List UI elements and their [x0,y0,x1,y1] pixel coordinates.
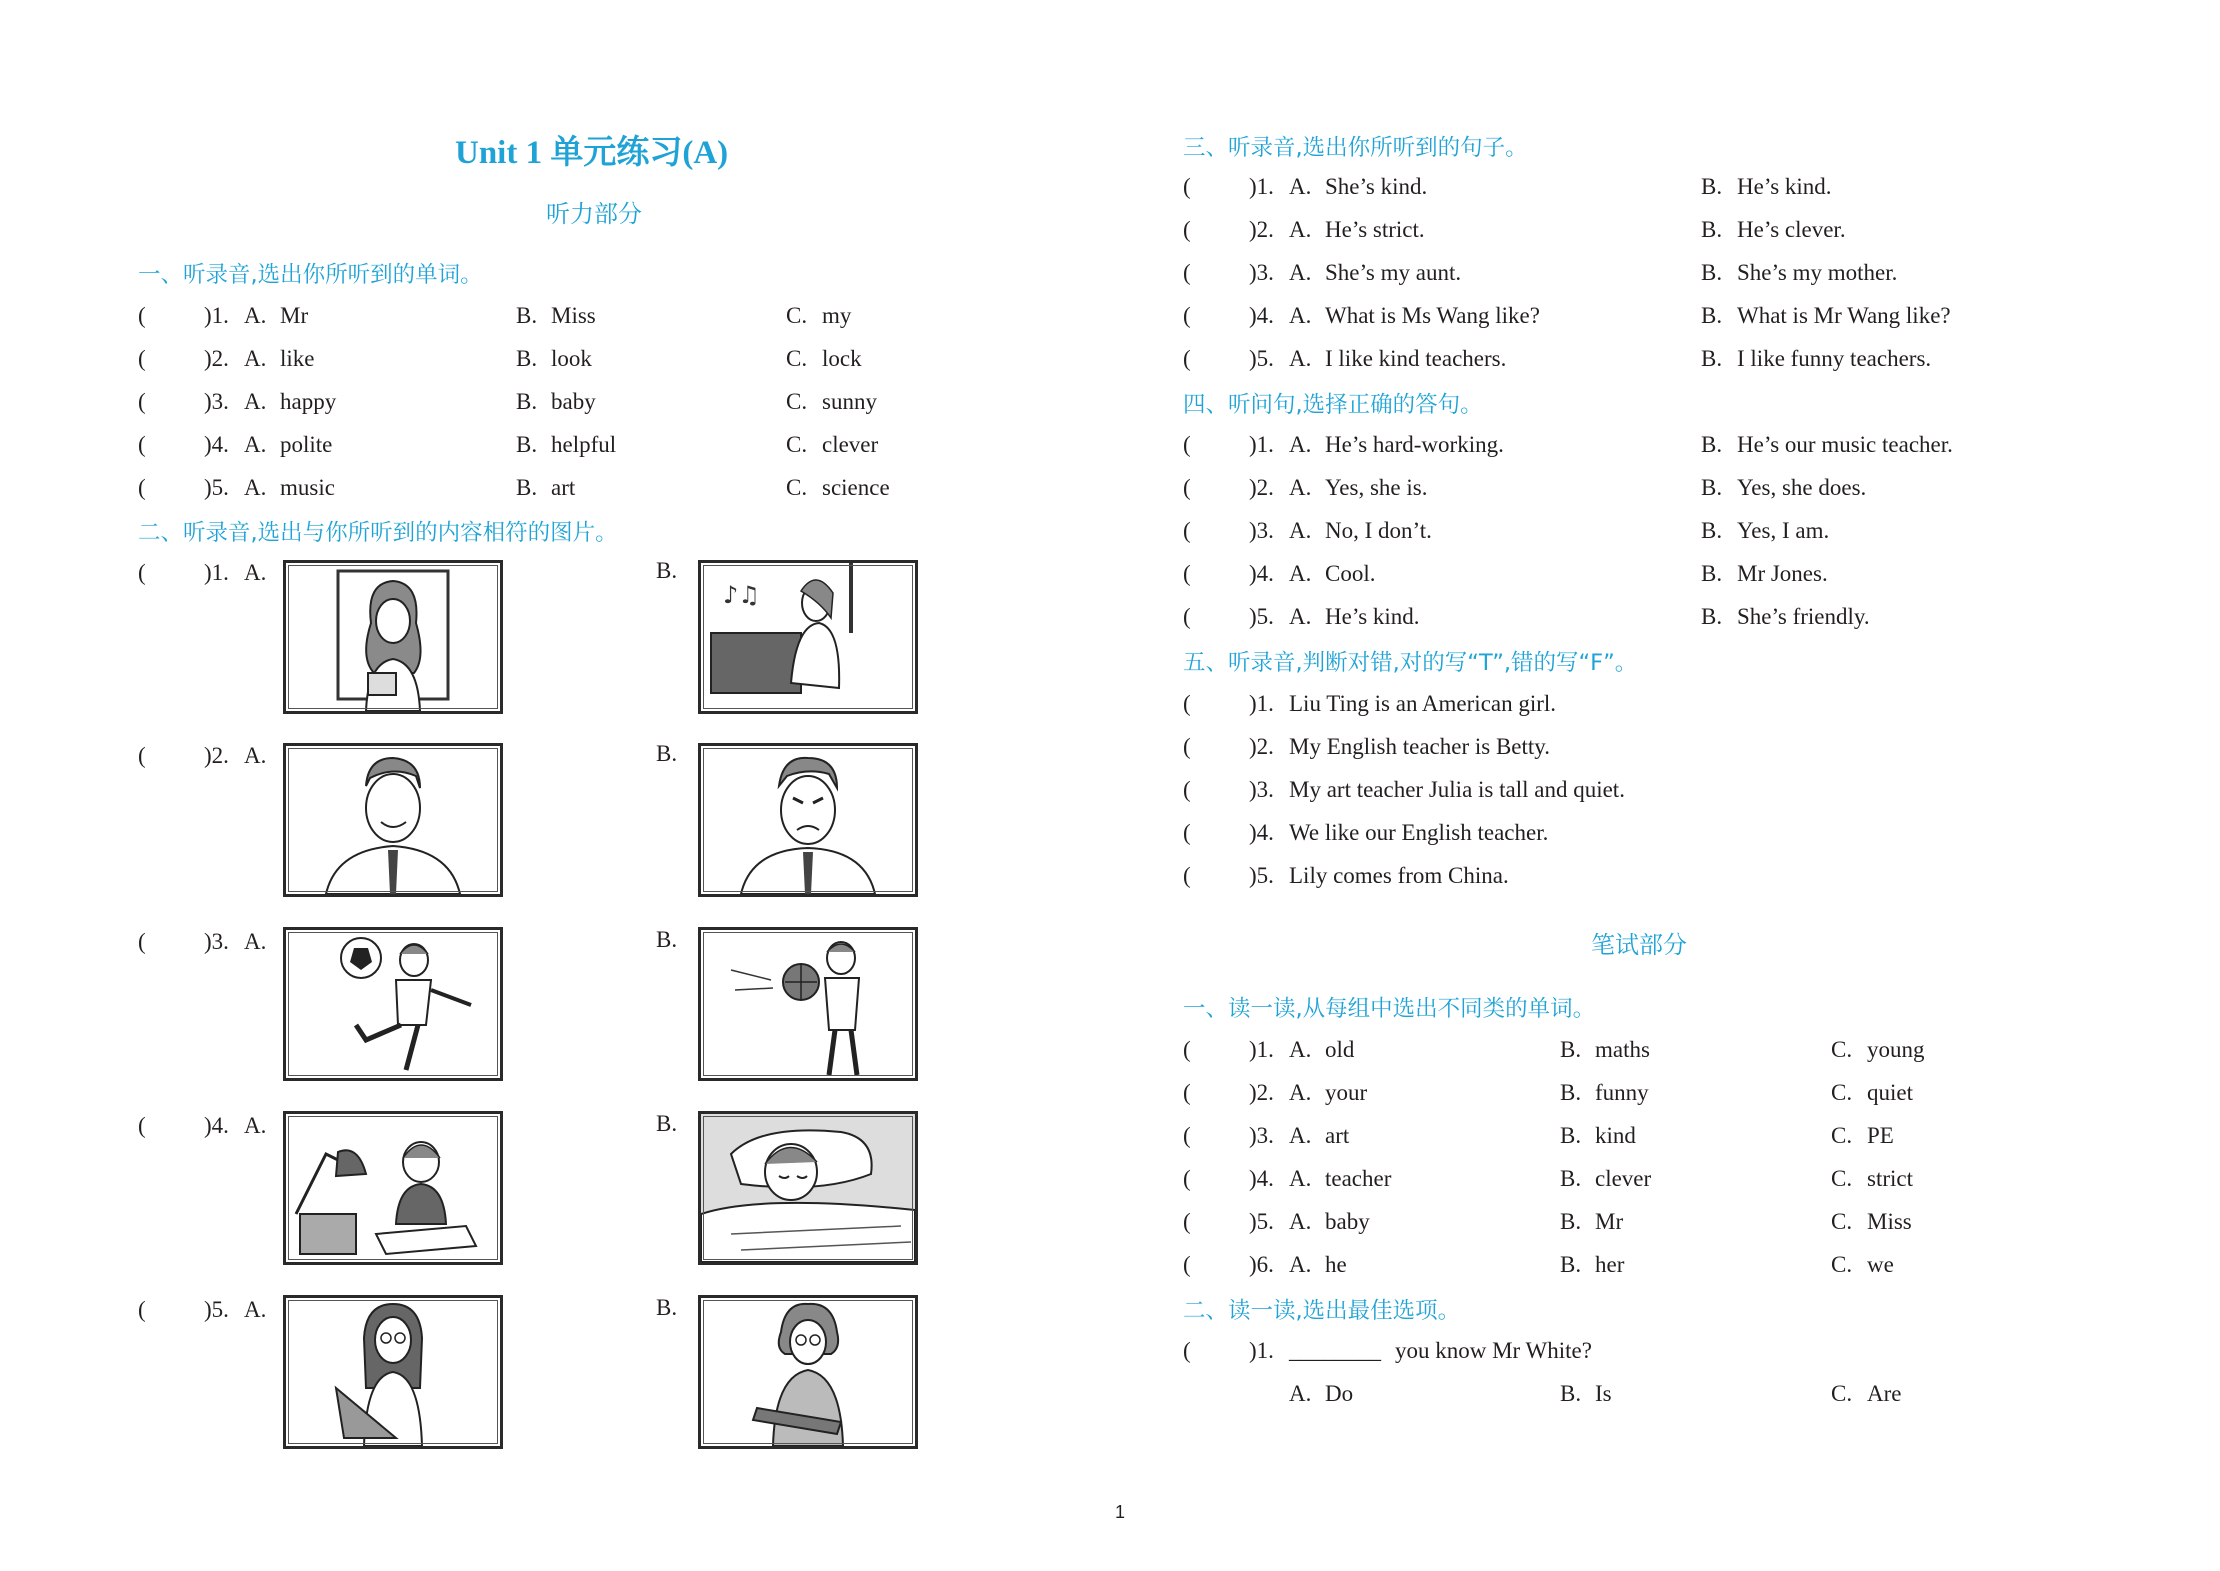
option-b-letter: B. [1701,475,1723,500]
boy-playing-football-picture[interactable] [283,927,503,1081]
question-number: )2. [1249,734,1274,759]
listen1-item [138,473,938,503]
listen1-item [138,430,938,460]
answer-paren[interactable]: ( [1183,1080,1191,1105]
answer-paren[interactable]: ( [138,1113,146,1138]
listen3-item [1183,344,2083,374]
option-a-letter: A. [244,346,267,371]
option-a-text: I like kind teachers. [1325,346,1507,371]
question-number: )5. [204,475,229,500]
question-number: )4. [1249,561,1274,586]
statement-text: Liu Ting is an American girl. [1289,691,1557,716]
angry-man-picture[interactable] [698,743,918,897]
answer-paren[interactable]: ( [138,303,146,328]
boy-sleeping-picture[interactable] [698,1111,918,1265]
answer-paren[interactable]: ( [1183,518,1191,543]
boy-playing-basketball-picture[interactable] [698,927,918,1081]
option-b-letter: B. [516,389,538,414]
question-number: )2. [204,346,229,371]
option-b-letter: B. [516,346,538,371]
option-b-letter: B. [656,558,678,583]
option-c-text: Are [1867,1381,1902,1406]
option-b-letter: B. [1701,346,1723,371]
boy-doing-homework-picture[interactable] [283,1111,503,1265]
answer-paren[interactable]: ( [138,389,146,414]
listen4-item [1183,516,2083,546]
option-b-text: Mr [1595,1209,1624,1234]
smiling-man-icon [286,746,500,894]
woman-playing-piano-icon [701,563,915,711]
option-b-letter: B. [1701,174,1723,199]
answer-paren[interactable]: ( [1183,561,1191,586]
answer-paren[interactable]: ( [1183,604,1191,629]
option-b-text: He’s kind. [1737,174,1832,199]
answer-paren[interactable]: ( [138,560,146,585]
option-a-letter: A. [1289,1123,1312,1148]
option-a-text: baby [1325,1209,1370,1234]
statement-text: We like our English teacher. [1289,820,1549,845]
boy-playing-basketball-icon [701,930,915,1078]
option-b-text: He’s clever. [1737,217,1846,242]
answer-blank[interactable]: ________ [1289,1338,1381,1363]
option-a-text: Yes, she is. [1325,475,1428,500]
option-c-text: we [1867,1252,1894,1277]
option-a-letter: A. [1289,1037,1312,1062]
option-a-text: Do [1325,1381,1354,1406]
option-a-text: He’s hard-working. [1325,432,1504,457]
option-b-letter: B. [1701,303,1723,328]
statement-text: My art teacher Julia is tall and quiet. [1289,777,1625,802]
option-a-letter: A. [244,389,267,414]
option-a-letter: A. [244,303,267,328]
option-a-text: art [1325,1123,1350,1148]
question-number: )2. [204,743,229,768]
question-number: )2. [1249,217,1274,242]
question-number: )5. [1249,1209,1274,1234]
option-a-text: he [1325,1252,1347,1277]
question-stem: you know Mr White? [1395,1338,1592,1363]
option-a-letter: A. [1289,518,1312,543]
option-b-text: Yes, I am. [1737,518,1830,543]
question-number: )2. [1249,475,1274,500]
option-b-letter: B. [1560,1381,1582,1406]
statement-text: Lily comes from China. [1289,863,1509,888]
option-b-text: helpful [551,432,617,457]
option-c-text: my [822,303,852,328]
svg-text:♪♫: ♪♫ [723,581,760,609]
option-a-text: your [1325,1080,1368,1105]
boy-sleeping-icon [701,1114,915,1262]
listening-part4-heading: 四、听问句,选择正确的答句。 [1183,392,1483,418]
option-b-letter: B. [1701,432,1723,457]
listen4-item [1183,602,2083,632]
answer-paren[interactable]: ( [1183,1037,1191,1062]
question-number: )3. [1249,518,1274,543]
option-a-letter: A. [244,929,267,954]
answer-paren[interactable]: ( [138,929,146,954]
option-a-text: No, I don’t. [1325,518,1432,543]
question-number: )1. [1249,432,1274,457]
option-c-text: clever [822,432,879,457]
option-c-letter: C. [1831,1080,1853,1105]
option-b-letter: B. [1560,1123,1582,1148]
write2-item [1183,1336,2083,1366]
option-b-text: What is Mr Wang like? [1737,303,1951,328]
write1-item [1183,1164,2083,1194]
option-a-text: music [280,475,335,500]
question-number: )1. [204,303,229,328]
listen1-item [138,344,938,374]
option-b-letter: B. [1701,217,1723,242]
option-a-letter: A. [1289,174,1312,199]
option-a-text: She’s my aunt. [1325,260,1462,285]
answer-paren[interactable]: ( [1183,1252,1191,1277]
listen4-item [1183,559,2083,589]
listen5-item [1183,732,2083,762]
question-number: )1. [1249,1338,1274,1363]
question-number: )4. [1249,303,1274,328]
listening-part5-heading: 五、听录音,判断对错,对的写“T”,错的写“F”。 [1183,650,1638,676]
option-c-letter: C. [1831,1166,1853,1191]
option-a-letter: A. [1289,1209,1312,1234]
option-b-letter: B. [1560,1166,1582,1191]
listen4-item [1183,430,2083,460]
boy-playing-football-icon [286,930,500,1078]
option-b-text: maths [1595,1037,1650,1062]
answer-paren[interactable]: ( [1183,303,1191,328]
option-a-text: She’s kind. [1325,174,1428,199]
option-a-letter: A. [1289,1252,1312,1277]
boy-doing-homework-icon [286,1114,500,1262]
option-a-letter: A. [244,432,267,457]
answer-paren[interactable]: ( [1183,174,1191,199]
listening-section-header: 听力部分 [546,200,642,228]
answer-paren[interactable]: ( [1183,863,1191,888]
answer-paren[interactable]: ( [1183,260,1191,285]
listen4-item [1183,473,2083,503]
option-a-text: What is Ms Wang like? [1325,303,1540,328]
option-b-text: He’s our music teacher. [1737,432,1953,457]
option-a-letter: A. [1289,561,1312,586]
question-number: )4. [204,1113,229,1138]
answer-paren[interactable]: ( [1183,217,1191,242]
option-c-text: PE [1867,1123,1894,1148]
option-b-letter: B. [656,741,678,766]
page-title: Unit 1 单元练习(A) [455,135,729,171]
option-a-letter: A. [1289,1166,1312,1191]
listening-part1-heading: 一、听录音,选出你所听到的单词。 [138,262,483,288]
young-woman-with-ruler-icon [286,1298,500,1446]
option-b-text: Miss [551,303,596,328]
write1-item [1183,1121,2083,1151]
option-a-letter: A. [1289,1381,1312,1406]
option-c-letter: C. [786,475,808,500]
option-c-letter: C. [1831,1252,1853,1277]
question-number: )1. [1249,691,1274,716]
writing-part1-heading: 一、读一读,从每组中选出不同类的单词。 [1183,996,1596,1022]
option-a-letter: A. [1289,475,1312,500]
option-a-letter: A. [1289,303,1312,328]
option-c-letter: C. [1831,1381,1853,1406]
option-c-text: young [1867,1037,1925,1062]
option-a-letter: A. [244,1297,267,1322]
option-b-letter: B. [1560,1209,1582,1234]
option-b-text: She’s friendly. [1737,604,1870,629]
option-b-letter: B. [1701,260,1723,285]
answer-paren[interactable]: ( [1183,777,1191,802]
option-a-letter: A. [1289,604,1312,629]
option-c-letter: C. [1831,1123,1853,1148]
young-woman-with-ruler-picture[interactable] [283,1295,503,1449]
option-b-letter: B. [1560,1037,1582,1062]
option-a-text: Cool. [1325,561,1376,586]
question-number: )5. [1249,863,1274,888]
option-b-text: Mr Jones. [1737,561,1828,586]
question-number: )1. [1249,174,1274,199]
option-a-letter: A. [1289,260,1312,285]
answer-paren[interactable]: ( [138,432,146,457]
listen5-item [1183,818,2083,848]
question-number: )1. [1249,1037,1274,1062]
answer-paren[interactable]: ( [1183,432,1191,457]
answer-paren[interactable]: ( [1183,691,1191,716]
smiling-man-picture[interactable] [283,743,503,897]
question-number: )3. [1249,777,1274,802]
option-c-letter: C. [786,432,808,457]
option-b-text: Yes, she does. [1737,475,1867,500]
option-b-letter: B. [1701,604,1723,629]
woman-playing-piano-picture[interactable] [698,560,918,714]
question-number: )5. [1249,604,1274,629]
listen1-item [138,301,938,331]
option-b-text: Is [1595,1381,1612,1406]
answer-paren[interactable]: ( [1183,475,1191,500]
option-c-text: Miss [1867,1209,1912,1234]
writing-part2-heading: 二、读一读,选出最佳选项。 [1183,1298,1461,1324]
answer-paren[interactable]: ( [1183,1166,1191,1191]
write1-item [1183,1035,2083,1065]
option-a-letter: A. [1289,432,1312,457]
listen5-item [1183,861,2083,891]
listen3-item [1183,215,2083,245]
old-woman-with-ruler-picture[interactable] [698,1295,918,1449]
option-a-letter: A. [244,1113,267,1138]
option-a-letter: A. [244,743,267,768]
write1-item [1183,1207,2083,1237]
option-a-text: old [1325,1037,1355,1062]
question-number: )3. [204,389,229,414]
question-number: )5. [204,1297,229,1322]
write2-options [1183,1379,2083,1409]
option-a-letter: A. [1289,217,1312,242]
option-b-text: art [551,475,576,500]
option-b-text: look [551,346,592,371]
question-number: )4. [204,432,229,457]
question-number: )3. [204,929,229,954]
teacher-with-book-picture[interactable] [283,560,503,714]
option-c-text: sunny [822,389,877,414]
statement-text: My English teacher is Betty. [1289,734,1551,759]
write1-item [1183,1250,2083,1280]
question-number: )1. [204,560,229,585]
question-number: )3. [1249,1123,1274,1148]
teacher-with-book-icon [286,563,500,711]
old-woman-with-ruler-icon [701,1298,915,1446]
question-number: )4. [1249,1166,1274,1191]
listen3-item [1183,258,2083,288]
option-a-text: teacher [1325,1166,1392,1191]
listening-part2-heading: 二、听录音,选出与你所听到的内容相符的图片。 [138,520,618,546]
listen3-item [1183,301,2083,331]
listen3-item [1183,172,2083,202]
option-a-text: happy [280,389,337,414]
answer-paren[interactable]: ( [138,475,146,500]
option-c-letter: C. [1831,1209,1853,1234]
page-number: 1 [1115,1502,1126,1522]
question-number: )5. [1249,346,1274,371]
option-c-letter: C. [1831,1037,1853,1062]
option-c-text: quiet [1867,1080,1913,1105]
writing-section-header: 笔试部分 [1591,931,1687,959]
listen5-item [1183,689,2083,719]
question-number: )6. [1249,1252,1274,1277]
option-c-letter: C. [786,303,808,328]
question-number: )2. [1249,1080,1274,1105]
option-b-letter: B. [1560,1080,1582,1105]
listen1-item [138,387,938,417]
option-b-text: clever [1595,1166,1652,1191]
write1-item [1183,1078,2083,1108]
answer-paren[interactable]: ( [1183,1209,1191,1234]
listening-part3-heading: 三、听录音,选出你所听到的句子。 [1183,135,1528,161]
option-a-text: He’s strict. [1325,217,1425,242]
answer-paren[interactable]: ( [1183,734,1191,759]
option-c-letter: C. [786,346,808,371]
answer-paren[interactable]: ( [138,346,146,371]
answer-paren[interactable]: ( [138,743,146,768]
option-b-text: her [1595,1252,1625,1277]
option-a-letter: A. [244,475,267,500]
option-b-text: I like funny teachers. [1737,346,1932,371]
answer-paren[interactable]: ( [138,1297,146,1322]
question-number: )3. [1249,260,1274,285]
option-c-text: lock [822,346,862,371]
angry-man-icon [701,746,915,894]
option-b-letter: B. [1701,561,1723,586]
option-c-text: strict [1867,1166,1913,1191]
answer-paren[interactable]: ( [1183,346,1191,371]
answer-paren[interactable]: ( [1183,1123,1191,1148]
option-b-letter: B. [516,432,538,457]
option-b-letter: B. [656,1295,678,1320]
option-a-text: like [280,346,315,371]
option-a-letter: A. [244,560,267,585]
question-number: )4. [1249,820,1274,845]
option-b-text: kind [1595,1123,1636,1148]
option-b-letter: B. [516,475,538,500]
option-b-text: baby [551,389,596,414]
listen5-item [1183,775,2083,805]
answer-paren[interactable]: ( [1183,1338,1191,1363]
option-c-text: science [822,475,890,500]
option-a-letter: A. [1289,346,1312,371]
option-b-text: funny [1595,1080,1649,1105]
option-a-letter: A. [1289,1080,1312,1105]
option-b-letter: B. [656,1111,678,1136]
option-b-text: She’s my mother. [1737,260,1898,285]
option-b-letter: B. [1560,1252,1582,1277]
option-b-letter: B. [656,927,678,952]
option-c-letter: C. [786,389,808,414]
option-a-text: He’s kind. [1325,604,1420,629]
option-b-letter: B. [1701,518,1723,543]
option-b-letter: B. [516,303,538,328]
option-a-text: Mr [280,303,309,328]
answer-paren[interactable]: ( [1183,820,1191,845]
option-a-text: polite [280,432,333,457]
